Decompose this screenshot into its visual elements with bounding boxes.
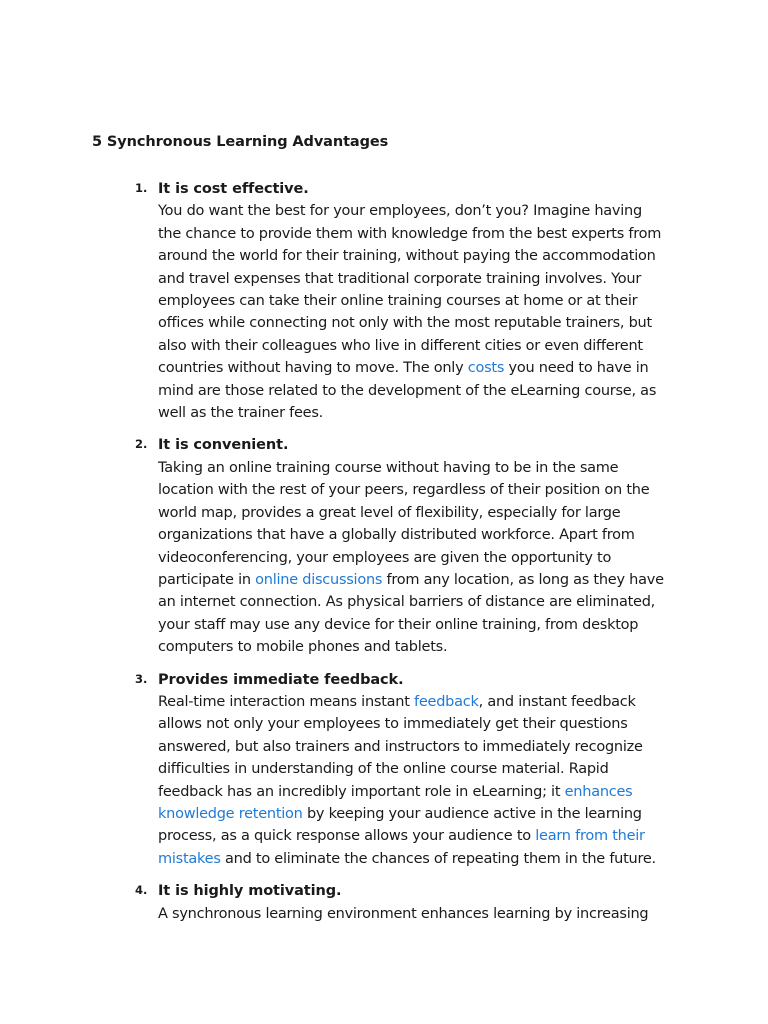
inline-link[interactable]: knowledge retention — [158, 805, 303, 822]
text-segment: Taking an online training course without having to be in the same — [158, 459, 619, 476]
text-line — [158, 245, 678, 267]
text-segment: by keeping your audience active in the learning — [302, 805, 642, 822]
list-item-body — [158, 903, 678, 925]
document-title: 5 Synchronous Learning Advantages — [92, 134, 389, 150]
text-line — [158, 691, 678, 713]
text-segment: A synchronous learning environment enhances learning by increasing — [158, 905, 649, 922]
list-item-heading: It is cost effective. — [158, 181, 309, 197]
text-segment: allows not only your employees to immediately get their questions — [158, 716, 628, 733]
text-segment: countries without having to move. The only — [158, 360, 468, 377]
text-line — [158, 636, 678, 658]
text-segment: feedback has an incredibly important role in eLearning; it — [158, 783, 565, 800]
list-item-number: 1. — [135, 181, 148, 195]
text-segment: participate in — [158, 571, 256, 588]
text-segment: your staff may use any device for their online training, from desktop — [158, 616, 639, 633]
text-line — [158, 402, 678, 424]
text-segment: location with the rest of your peers, regardless of their position on the — [158, 482, 650, 499]
text-segment: computers to mobile phones and tablets. — [158, 639, 448, 656]
text-segment: and to eliminate the chances of repeating them in the future. — [220, 850, 656, 867]
text-line — [158, 903, 678, 925]
inline-link[interactable]: mistakes — [158, 850, 221, 867]
text-line — [158, 457, 678, 479]
list-item — [0, 434, 768, 658]
text-segment: well as the trainer fees. — [158, 405, 324, 422]
text-line — [158, 380, 678, 402]
text-line — [158, 591, 678, 613]
list-item-heading: It is convenient. — [158, 437, 289, 454]
text-line — [158, 312, 678, 334]
text-line — [158, 713, 678, 735]
list-item-body — [158, 200, 678, 424]
text-segment: and travel expenses that traditional corporate training involves. Your — [158, 270, 642, 287]
text-line — [158, 479, 678, 501]
text-line — [158, 614, 678, 636]
text-segment: also with their colleagues who live in different cities or even different — [158, 337, 643, 354]
text-segment: process, as a quick response allows your audience to — [158, 828, 536, 845]
text-line — [158, 357, 678, 379]
text-segment: around the world for their training, without paying the accommodation — [158, 248, 656, 265]
text-segment: the chance to provide them with knowledge from the best experts from — [158, 225, 662, 242]
text-segment: an internet connection. As physical barriers of distance are eliminated, — [158, 594, 656, 611]
inline-link[interactable]: costs — [467, 360, 505, 377]
text-line — [158, 569, 678, 591]
inline-link[interactable]: learn from their — [535, 828, 645, 845]
text-line — [158, 524, 678, 546]
text-line — [158, 803, 678, 825]
text-line — [158, 502, 678, 524]
text-segment: employees can take their online training courses at home or at their — [158, 293, 638, 310]
list-item — [0, 178, 768, 424]
text-segment: mind are those related to the development of the eLearning course, as — [158, 382, 657, 399]
text-line — [158, 736, 678, 758]
text-line — [158, 290, 678, 312]
text-segment: you need to have in — [504, 360, 649, 377]
inline-link[interactable]: enhances — [564, 783, 633, 800]
list-item-heading: It is highly motivating. — [158, 883, 342, 900]
list-item-body — [158, 457, 678, 659]
list-item-body — [158, 691, 678, 870]
list-item-number: 3. — [135, 671, 148, 686]
inline-link[interactable]: online discussions — [255, 571, 383, 588]
text-line — [158, 758, 678, 780]
list-item-number: 4. — [135, 883, 148, 898]
text-line — [158, 825, 678, 847]
text-segment: Real-time interaction means instant — [158, 693, 415, 710]
text-line — [158, 848, 678, 870]
text-line — [158, 335, 678, 357]
text-segment: videoconferencing, your employees are given the opportunity to — [158, 549, 612, 566]
text-segment: answered, but also trainers and instructors to immediately recognize — [158, 738, 643, 755]
list-item-heading: Provides immediate feedback. — [158, 671, 404, 688]
text-line — [158, 223, 678, 245]
advantages-list — [0, 178, 768, 935]
inline-link[interactable]: feedback — [414, 693, 479, 710]
list-item-number: 2. — [135, 437, 148, 452]
text-line — [158, 268, 678, 290]
text-segment: offices while connecting not only with the most reputable trainers, but — [158, 315, 652, 332]
text-segment: organizations that have a globally distributed workforce. Apart from — [158, 527, 635, 544]
text-line — [158, 200, 678, 222]
list-item — [0, 669, 768, 871]
text-line — [158, 547, 678, 569]
text-segment: difficulties in understanding of the online course material. Rapid — [158, 761, 609, 778]
text-segment: , and instant feedback — [478, 693, 636, 710]
text-line — [158, 781, 678, 803]
list-item — [0, 880, 768, 925]
text-segment: You do want the best for your employees, don’t you? Imagine having — [158, 203, 642, 220]
text-segment: world map, provides a great level of flexibility, especially for large — [158, 504, 621, 521]
text-segment: from any location, as long as they have — [382, 571, 664, 588]
